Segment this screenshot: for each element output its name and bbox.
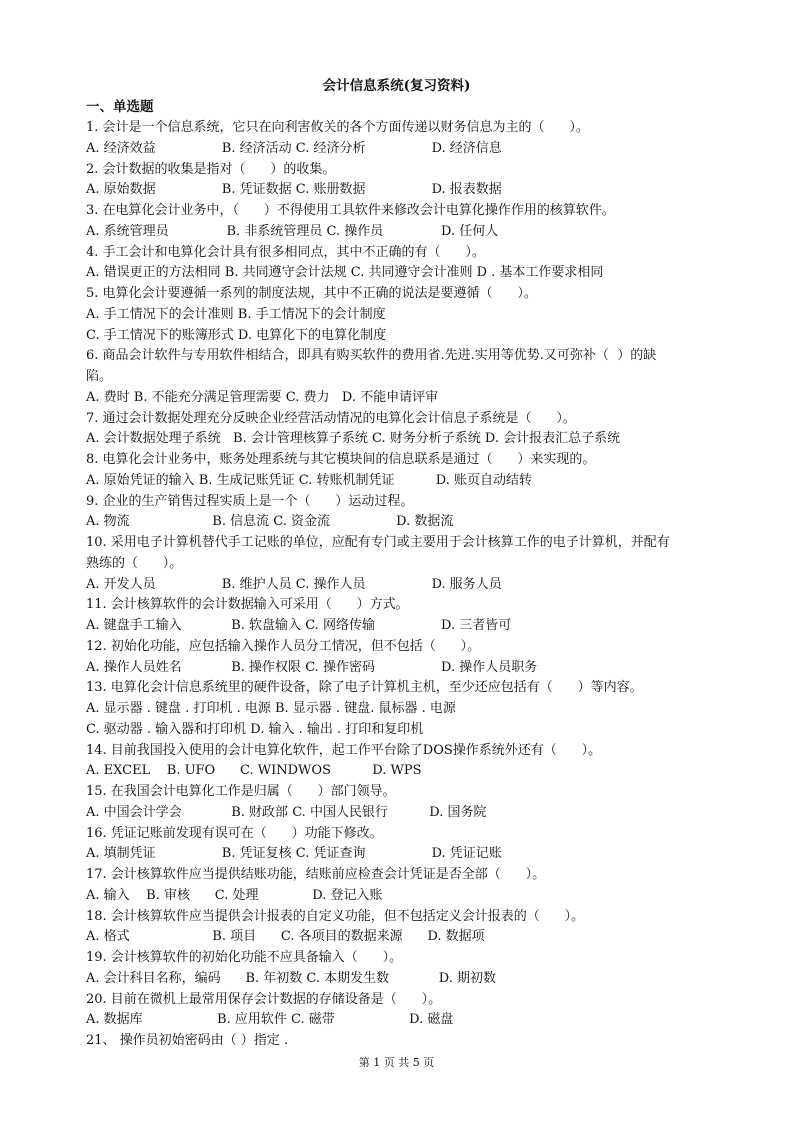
text-line: 1. 会计是一个信息系统，它只在向利害攸关的各个方面传递以财务信息为主的（ ）。 bbox=[86, 120, 589, 135]
text-line: A. 数据库 B. 应用软件 C. 磁带 D. 磁盘 bbox=[86, 1012, 454, 1028]
text-line: A. 费时 B. 不能充分满足管理需要 C. 费力 D. 不能申请评审 bbox=[86, 389, 439, 405]
text-line: 11. 会计核算软件的会计数据输入可采用（ ）方式。 bbox=[86, 597, 409, 613]
text-line: 19. 会计核算软件的初始化功能不应具备输入（ ）。 bbox=[86, 950, 403, 965]
question-list bbox=[86, 118, 716, 1052]
text-line: A. 原始凭证的输入 B. 生成记账凭证 C. 转账机制凭证 D. 账页自动结转 bbox=[86, 472, 533, 488]
text-line: 15. 在我国会计电算化工作是归属（ ）部门领导。 bbox=[86, 784, 396, 799]
text-line: 14. 目前我国投入使用的会计电算化软件，起工作平台除了DOS操作系统外还有（ ）。 bbox=[86, 742, 602, 758]
text-line: 21、 操作员初始密码由（ ）指定 . bbox=[86, 1033, 289, 1048]
text-line: 12. 初始化功能，应包括输入操作人员分工情况，但不包括（ ）。 bbox=[86, 638, 481, 654]
text-line: 6. 商品会计软件与专用软件相结合，即具有购买软件的费用省.先进.实用等优势.又可弥补（ ）的缺 bbox=[86, 348, 657, 364]
text-line: A. 系统管理员 B. 非系统管理员 C. 操作员 D. 任何人 bbox=[86, 223, 499, 239]
text-line: 熟练的（ ）。 bbox=[86, 555, 183, 571]
text-line: A. 经济效益 B. 经济活动 C. 经济分析 D. 经济信息 bbox=[86, 140, 502, 156]
text-line: A. 会计科目名称，编码 B. 年初数 C. 本期发生数 D. 期初数 bbox=[86, 970, 496, 986]
page-footer: 第 1 页 共 5 页 bbox=[358, 1056, 435, 1069]
text-line: 陷。 bbox=[86, 369, 113, 384]
text-line: 3. 在电算化会计业务中，（ ）不得使用工具软件来修改会计电算化操作作用的核算软件。 bbox=[86, 203, 615, 218]
text-line: A. 填制凭证 B. 凭证复核 C. 凭证查询 D. 凭证记账 bbox=[86, 846, 502, 862]
text-line: 5. 电算化会计要遵循一系列的制度法规，其中不正确的说法是要遵循（ ）。 bbox=[86, 286, 537, 301]
text-line: 4. 手工会计和电算化会计具有很多相同点，其中不正确的有（ ）。 bbox=[86, 244, 485, 260]
text-line: A. 格式 B. 项目 C. 各项目的数据来源 D. 数据项 bbox=[86, 929, 485, 945]
text-line: 13. 电算化会计信息系统里的硬件设备，除了电子计算机主机，至少还应包括有（ ）等内容。 bbox=[86, 680, 643, 696]
text-line: 8. 电算化会计业务中，账务处理系统与其它模块间的信息联系是通过（ ）来实现的。 bbox=[86, 452, 596, 467]
text-line: 17. 会计核算软件应当提供结账功能，结账前应检查会计凭证是否全部（ ）。 bbox=[86, 867, 546, 882]
text-line: A. 中国会计学会 B. 财政部 C. 中国人民银行 D. 国务院 bbox=[86, 804, 487, 820]
text-line: C. 驱动器 . 输入器和打印机 D. 输入 . 输出 . 打印和复印机 bbox=[86, 721, 424, 737]
text-line: A. 输入 B. 审核 C. 处理 D. 登记入账 bbox=[86, 887, 383, 903]
text-line: A. 物流 B. 信息流 C. 资金流 D. 数据流 bbox=[86, 514, 454, 530]
section-heading: 一、单选题 bbox=[86, 99, 154, 115]
text-line: C. 手工情况下的账簿形式 D. 电算化下的电算化制度 bbox=[86, 327, 387, 343]
text-line: 2. 会计数据的收集是指对（ ）的收集。 bbox=[86, 161, 336, 177]
text-line: A. 原始数据 B. 凭证数据 C. 账册数据 D. 报表数据 bbox=[86, 182, 502, 198]
text-line: A. 手工情况下的会计准则 B. 手工情况下的会计制度 bbox=[86, 306, 386, 322]
text-line: 16. 凭证记账前发现有误可在（ ）功能下修改。 bbox=[86, 825, 383, 841]
text-line: A. 错误更正的方法相同 B. 共同遵守会计法规 C. 共同遵守会计准则 D . 基本工作要求相同 bbox=[86, 265, 604, 281]
text-line: A. EXCEL B. UFO C. WINDWOS D. WPS bbox=[86, 763, 422, 779]
document-title: 会计信息系统(复习资料) bbox=[322, 78, 471, 94]
text-line: 10. 采用电子计算机替代手工记账的单位，应配有专门或主要用于会计核算工作的电子计算机，并配有 bbox=[86, 535, 670, 550]
text-line: 20. 目前在微机上最常用保存会计数据的存储设备是（ ）。 bbox=[86, 991, 442, 1007]
text-line: 7. 通过会计数据处理充分反映企业经营活动情况的电算化会计信息子系统是（ ）。 bbox=[86, 410, 576, 426]
text-line: 9. 企业的生产销售过程实质上是一个（ ）运动过程。 bbox=[86, 493, 414, 509]
text-line: A. 开发人员 B. 维护人员 C. 操作人员 D. 服务人员 bbox=[86, 576, 502, 592]
text-line: A. 操作人员姓名 B. 操作权限 C. 操作密码 D. 操作人员职务 bbox=[86, 659, 538, 675]
text-line: 18. 会计核算软件应当提供会计报表的自定义功能，但不包括定义会计报表的（ ）。 bbox=[86, 908, 585, 924]
text-line: A. 会计数据处理子系统 B. 会计管理核算子系统 C. 财务分析子系统 D. 会计报表汇总子系统 bbox=[86, 431, 621, 447]
text-line: A. 键盘手工输入 B. 软盘输入 C. 网络传输 D. 三者皆可 bbox=[86, 618, 512, 633]
text-line: A. 显示器 . 键盘 . 打印机 . 电源 B. 显示器 . 键盘. 鼠标器 . 电源 bbox=[86, 701, 456, 716]
